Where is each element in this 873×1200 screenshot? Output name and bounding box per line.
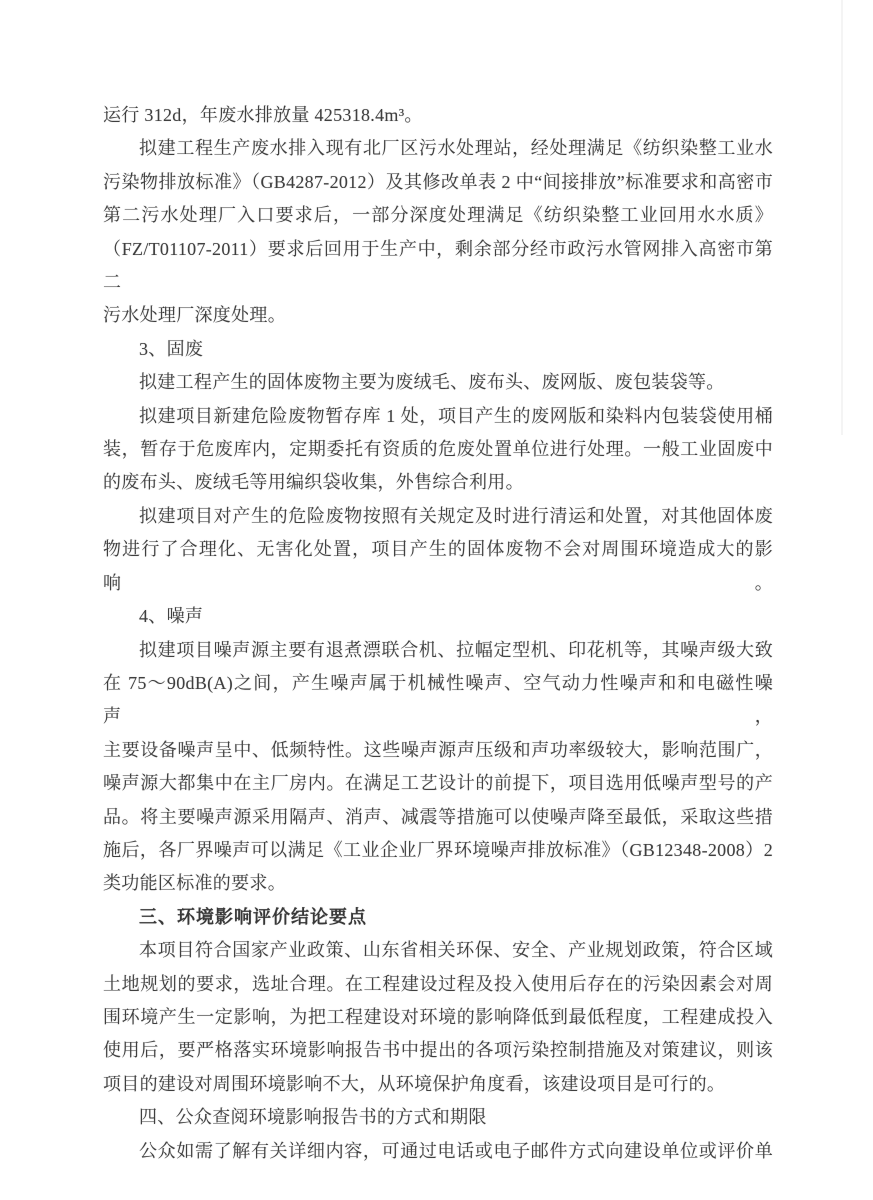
text-line: 在 75～90dB(A)之间，产生噪声属于机械性噪声、空气动力性噪声和和电磁性噪声，: [103, 672, 773, 727]
text-line: 运行 312d，年废水排放量 425318.4m³。: [103, 105, 423, 125]
text-line: 土地规划的要求，选址合理。在工程建设过程及投入使用后存在的污染因素会对周: [103, 973, 773, 994]
text-line: 的废布头、废绒毛等用编织袋收集，外售综合利用。: [103, 472, 524, 493]
text-line: 公众如需了解有关详细内容，可通过电话或电子邮件方式向建设单位或评价单: [139, 1140, 773, 1161]
text-line: 噪声源大都集中在主厂房内。在满足工艺设计的前提下，项目选用低噪声型号的产: [103, 773, 773, 794]
text-line: 拟建项目对产生的危险废物按照有关规定及时进行清运和处置，对其他固体废: [139, 505, 773, 526]
heading-noise: 4、噪声: [139, 606, 204, 627]
text-line: 拟建工程生产废水排入现有北厂区污水处理站，经处理满足《纺织染整工业水: [139, 138, 773, 159]
text-line: 污水处理厂深度处理。: [103, 305, 286, 326]
text-line: 使用后，要严格落实环境影响报告书中提出的各项污染控制措施及对策建议，则该: [103, 1040, 773, 1061]
text-line: 物进行了合理化、无害化处置，项目产生的固体废物不会对周围环境造成大的影响。: [103, 539, 773, 593]
text-line: 拟建项目噪声源主要有退煮漂联合机、拉幅定型机、印花机等，其噪声级大致: [139, 639, 773, 660]
text-line: 类功能区标准的要求。: [103, 873, 286, 894]
text-line: 施后，各厂界噪声可以满足《工业企业厂界环境噪声排放标准》（GB12348-2008）2: [103, 839, 773, 860]
scan-fold-line: [841, 0, 843, 435]
text-line: 围环境产生一定影响，为把工程建设对环境的影响降低到最低程度，工程建成投入: [103, 1006, 773, 1027]
text-line: 品。将主要噪声源采用隔声、消声、减震等措施可以使噪声降至最低，采取这些措: [103, 806, 773, 827]
section-heading-public-access: 四、公众查阅环境影响报告书的方式和期限: [139, 1107, 487, 1128]
text-line: 污染物排放标准》（GB4287-2012）及其修改单表 2 中“间接排放”标准要求和高密市: [103, 171, 773, 192]
text-line: 拟建项目新建危险废物暂存库 1 处，项目产生的废网版和染料内包装袋使用桶: [139, 405, 773, 426]
text-line: 装，暂存于危废库内，定期委托有资质的危废处置单位进行处理。一般工业固废中: [103, 439, 773, 460]
text-line: 项目的建设对周围环境影响不大，从环境保护角度看，该建设项目是可行的。: [103, 1073, 726, 1094]
heading-solid-waste: 3、固废: [139, 338, 204, 359]
document-text-block: [103, 99, 773, 1168]
text-line: 本项目符合国家产业政策、山东省相关环保、安全、产业规划政策，符合区域: [139, 940, 773, 961]
text-line: 拟建工程产生的固体废物主要为废绒毛、废布头、废网版、废包装袋等。: [139, 372, 725, 393]
section-heading-conclusion: 三、环境影响评价结论要点: [139, 906, 367, 927]
text-line: 主要设备噪声呈中、低频特性。这些噪声源声压级和声功率级较大，影响范围广，: [103, 739, 773, 760]
text-line: 第二污水处理厂入口要求后，一部分深度处理满足《纺织染整工业回用水水质》: [103, 205, 773, 226]
text-line: （FZ/T01107-2011）要求后回用于生产中，剩余部分经市政污水管网排入高密市第二: [103, 238, 773, 293]
